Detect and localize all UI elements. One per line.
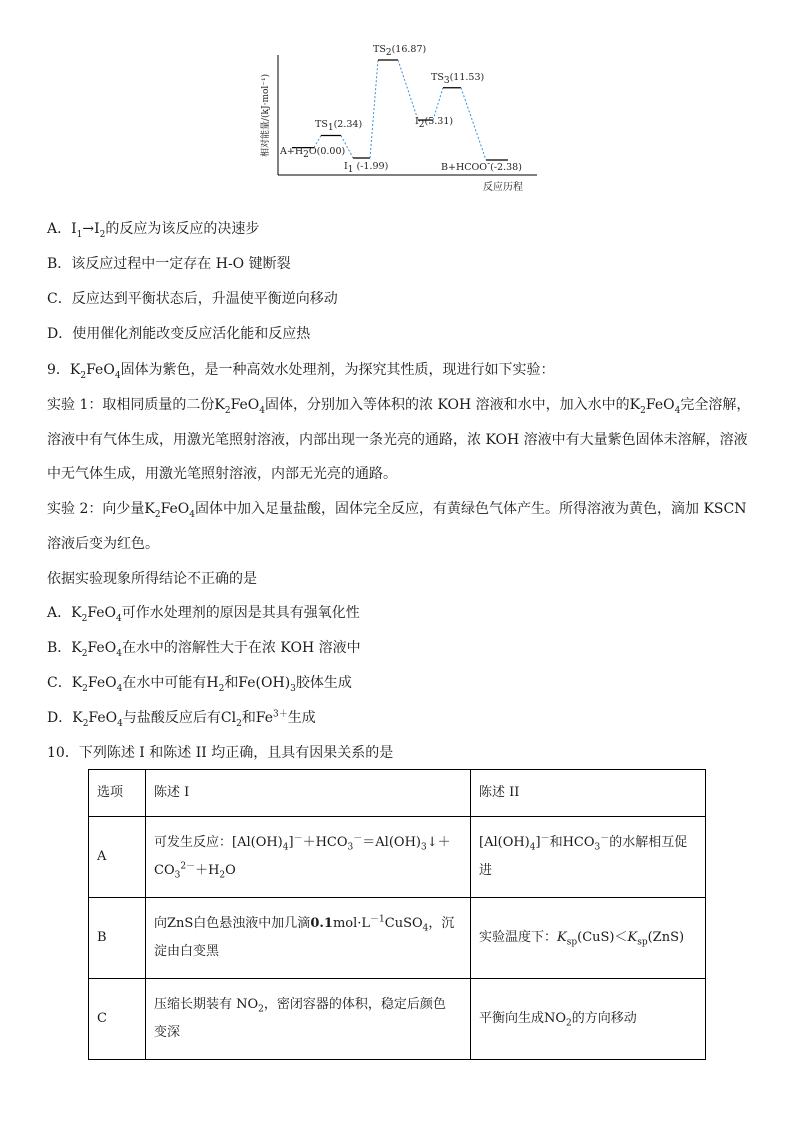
- table-row: [89, 979, 706, 1060]
- statement-1-cell: 压缩长期装有 $NO_2$，密闭容器的体积，稳定后颜色 变深: [146, 979, 471, 1060]
- state-label: B+HCOO-(-2.38): [441, 158, 522, 173]
- q8-option-b: B．该反应过程中一定存在 H-O 键断裂: [47, 256, 291, 272]
- q8-option-c: C．反应达到平衡状态后，升温使平衡逆向移动: [47, 291, 338, 307]
- x-axis-label: 反应历程: [483, 182, 523, 193]
- statement-1-cell: 向ZnS白色悬浊液中加几滴$0.1mol\cdot L^{-1}CuSO_4$，沉 淀由白变黑: [146, 898, 471, 979]
- q9-exp1-line3: 中无气体生成，用激光笔照射溶液，内部无光亮的通路。: [47, 466, 397, 482]
- q8-option-a: A．$I_1\to I_2$的反应为该反应的决速步: [47, 221, 260, 240]
- option-cell: A: [89, 817, 146, 898]
- q8-option-d: D．使用催化剂能改变反应活化能和反应热: [47, 326, 311, 342]
- state-label: $TS_2(16.87)$: [373, 44, 427, 58]
- q9-option-d: D．$K_2FeO_4$与盐酸反应后有$Cl_2$和$Fe^{3+}$生成: [47, 709, 316, 729]
- q10-table: [88, 769, 706, 1060]
- table-header-option: 选项: [89, 770, 146, 817]
- q9-question: 依据实验现象所得结论不正确的是: [47, 571, 257, 587]
- q9-option-a: A．$K_2FeO_4$可作水处理剂的原因是其具有强氧化性: [47, 605, 360, 624]
- q10-stem: 10．下列陈述 I 和陈述 II 均正确，且具有因果关系的是: [47, 745, 394, 761]
- table-header-statement-1: 陈述 I: [146, 770, 471, 817]
- statement-2-cell: $[Al(OH)_4]^-$和$HCO_3^-$的水解相互促 进: [471, 817, 706, 898]
- option-cell: B: [89, 898, 146, 979]
- table-header-row: [89, 770, 706, 817]
- option-cell: C: [89, 979, 146, 1060]
- state-label: $I_2(5.31)$: [415, 116, 454, 130]
- statement-2-cell: 实验温度下：$K_{sp}(CuS)<K_{sp}(ZnS)$: [471, 898, 706, 979]
- table-row: [89, 898, 706, 979]
- table-row: [89, 817, 706, 898]
- table-header-statement-2: 陈述 II: [471, 770, 706, 817]
- q9-stem: 9．$K_2FeO_4$固体为紫色，是一种高效水处理剂，为探究其性质，现进行如下实验：: [47, 362, 555, 381]
- y-axis-label: 相对能量/(kJ·mol⁻¹): [261, 73, 271, 157]
- energy-profile-diagram: [255, 52, 545, 197]
- energy-connector: [398, 60, 418, 120]
- statement-2-cell: 平衡向生成$NO_2$的方向移动: [471, 979, 706, 1060]
- state-label: $A+H_2O(0.00)$: [280, 145, 346, 160]
- statement-1-cell: 可发生反应：$[Al(OH)_4]^-+HCO_3^-=Al(OH)_3↓+$ $CO_3^{2-}+H_2O$: [146, 817, 471, 898]
- q9-exp2-line2: 溶液后变为红色。: [47, 536, 159, 552]
- q9-option-c: C．$K_2FeO_4$在水中可能有$H_2$和$Fe(OH)_3$胶体生成: [47, 675, 352, 694]
- q9-option-b: B．$K_2FeO_4$在水中的溶解性大于在浓 KOH 溶液中: [47, 640, 361, 659]
- energy-connector: [461, 88, 486, 160]
- energy-connector: [370, 60, 378, 158]
- state-label: $TS_1(2.34)$: [315, 119, 363, 134]
- state-label: $I_1$ (-1.99): [344, 160, 389, 175]
- state-label: $TS_3(11.53)$: [431, 71, 485, 86]
- q9-exp2-line1: 实验 2：向少量$K_2FeO_4$固体中加入足量盐酸，固体完全反应，有黄绿色气体产生。所得溶液为黄色，滴加 KSCN: [47, 501, 747, 520]
- q9-exp1-line2: 溶液中有气体生成，用激光笔照射溶液，内部出现一条光亮的通路，浓 KOH 溶液中有大量紫色固体未溶解，溶液: [47, 432, 748, 448]
- q9-exp1-line1: 实验 1：取相同质量的二份$K_2FeO_4$固体，分别加入等体积的浓 KOH 溶液和水中，加入水中的$K_2FeO_4$完全溶解，: [47, 397, 751, 416]
